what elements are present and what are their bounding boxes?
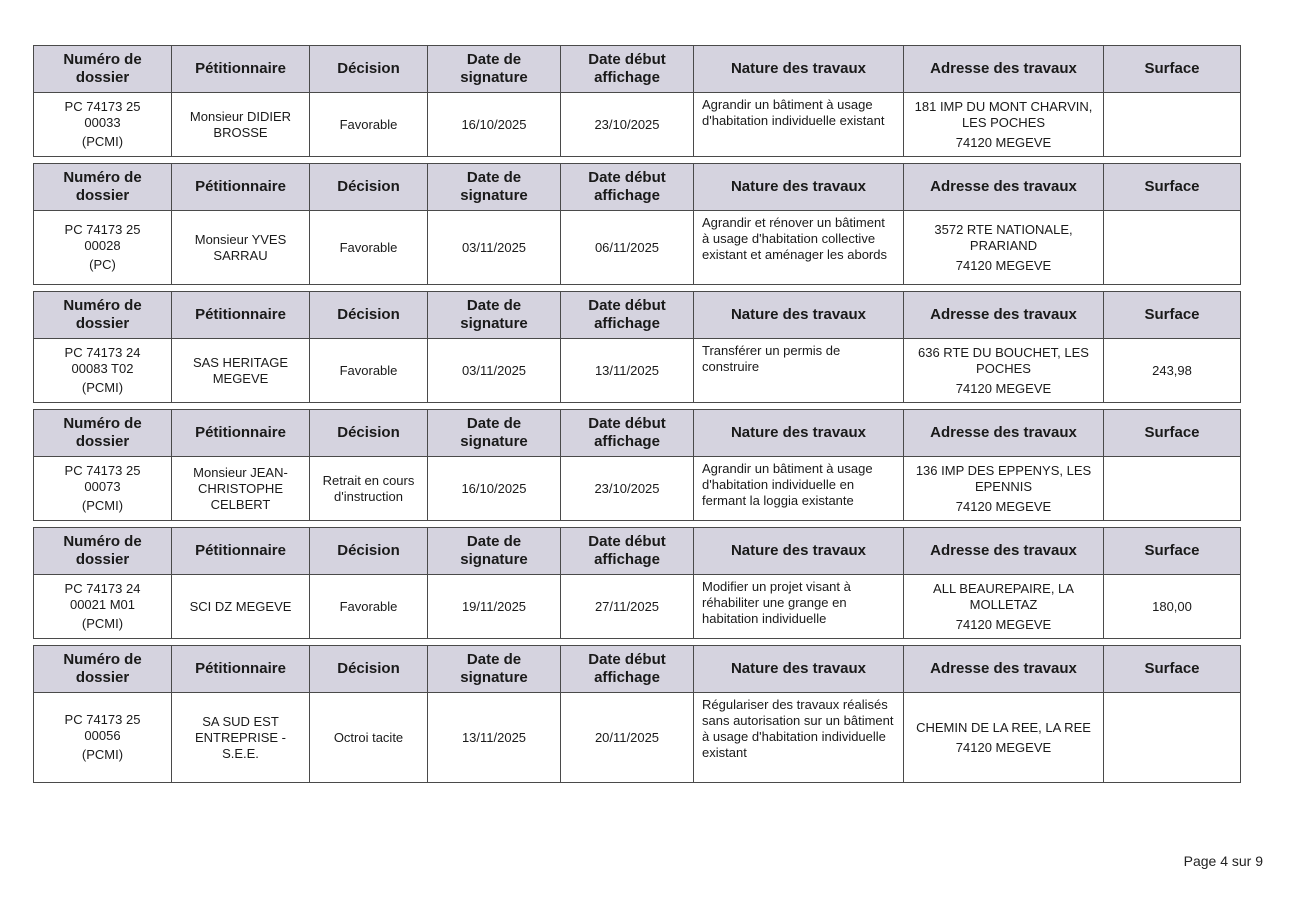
cell-nature: Agrandir un bâtiment à usage d'habitation individuelle en fermant la loggia existante bbox=[694, 457, 904, 521]
cell-decision: Favorable bbox=[310, 339, 428, 403]
header-adresse: Adresse des travaux bbox=[904, 410, 1104, 457]
cell-decision: Favorable bbox=[310, 211, 428, 285]
header-dossier: Numéro de dossier bbox=[34, 46, 172, 93]
header-row bbox=[34, 46, 1241, 93]
cell-nature: Régulariser des travaux réalisés sans autorisation sur un bâtiment à usage d'habitation individuelle existant bbox=[694, 693, 904, 783]
table-row bbox=[34, 339, 1241, 403]
header-row bbox=[34, 646, 1241, 693]
header-row bbox=[34, 164, 1241, 211]
cell-decision: Favorable bbox=[310, 93, 428, 157]
header-petitionnaire: Pétitionnaire bbox=[172, 46, 310, 93]
cell-dossier bbox=[34, 693, 172, 783]
dossier-number: PC 74173 24 bbox=[64, 345, 141, 360]
dossier-type: (PCMI) bbox=[81, 616, 124, 631]
adresse-commune: 74120 MEGEVE bbox=[955, 257, 1052, 273]
record-table bbox=[33, 163, 1241, 285]
cell-petitionnaire: SCI DZ MEGEVE bbox=[172, 575, 310, 639]
cell-adresse bbox=[904, 93, 1104, 157]
header-adresse: Adresse des travaux bbox=[904, 646, 1104, 693]
record-table bbox=[33, 291, 1241, 403]
cell-petitionnaire: SAS HERITAGE MEGEVE bbox=[172, 339, 310, 403]
cell-nature: Modifier un projet visant à réhabiliter une grange en habitation individuelle bbox=[694, 575, 904, 639]
adresse-commune: 74120 MEGEVE bbox=[955, 739, 1052, 755]
dossier-suffix: 00056 bbox=[84, 728, 121, 743]
cell-petitionnaire: SA SUD EST ENTREPRISE - S.E.E. bbox=[172, 693, 310, 783]
record-table bbox=[33, 645, 1241, 783]
header-surface: Surface bbox=[1104, 646, 1241, 693]
record-table bbox=[33, 45, 1241, 157]
header-nature: Nature des travaux bbox=[694, 528, 904, 575]
cell-nature: Agrandir et rénover un bâtiment à usage d'habitation collective existant et aménager les abords bbox=[694, 211, 904, 285]
table-row bbox=[34, 211, 1241, 285]
header-petitionnaire: Pétitionnaire bbox=[172, 164, 310, 211]
header-decision: Décision bbox=[310, 46, 428, 93]
header-surface: Surface bbox=[1104, 164, 1241, 211]
cell-date-affichage: 23/10/2025 bbox=[561, 93, 694, 157]
dossier-type: (PC) bbox=[89, 257, 116, 272]
dossier-suffix: 00021 M01 bbox=[69, 597, 136, 612]
header-date-signature: Date de signature bbox=[428, 164, 561, 211]
header-decision: Décision bbox=[310, 528, 428, 575]
dossier-suffix: 00028 bbox=[84, 238, 121, 253]
header-date-affichage: Date début affichage bbox=[561, 46, 694, 93]
cell-dossier bbox=[34, 457, 172, 521]
adresse-commune: 74120 MEGEVE bbox=[955, 616, 1052, 632]
cell-date-affichage: 23/10/2025 bbox=[561, 457, 694, 521]
table-row bbox=[34, 693, 1241, 783]
adresse-rue: 636 RTE DU BOUCHET, LES POCHES bbox=[918, 344, 1089, 376]
dossier-number: PC 74173 25 bbox=[64, 463, 141, 478]
cell-date-signature: 03/11/2025 bbox=[428, 339, 561, 403]
cell-date-affichage: 20/11/2025 bbox=[561, 693, 694, 783]
cell-date-signature: 03/11/2025 bbox=[428, 211, 561, 285]
record-table bbox=[33, 409, 1241, 521]
header-date-signature: Date de signature bbox=[428, 646, 561, 693]
header-surface: Surface bbox=[1104, 410, 1241, 457]
cell-surface bbox=[1104, 211, 1241, 285]
cell-surface bbox=[1104, 457, 1241, 521]
header-dossier: Numéro de dossier bbox=[34, 164, 172, 211]
cell-surface bbox=[1104, 693, 1241, 783]
dossier-suffix: 00073 bbox=[84, 479, 121, 494]
header-date-affichage: Date début affichage bbox=[561, 528, 694, 575]
header-date-signature: Date de signature bbox=[428, 410, 561, 457]
cell-date-signature: 13/11/2025 bbox=[428, 693, 561, 783]
table-row bbox=[34, 93, 1241, 157]
header-dossier: Numéro de dossier bbox=[34, 646, 172, 693]
header-surface: Surface bbox=[1104, 292, 1241, 339]
cell-date-signature: 19/11/2025 bbox=[428, 575, 561, 639]
cell-petitionnaire: Monsieur DIDIER BROSSE bbox=[172, 93, 310, 157]
header-date-signature: Date de signature bbox=[428, 528, 561, 575]
cell-dossier bbox=[34, 211, 172, 285]
cell-adresse bbox=[904, 457, 1104, 521]
dossier-number: PC 74173 25 bbox=[64, 712, 141, 727]
header-adresse: Adresse des travaux bbox=[904, 164, 1104, 211]
header-petitionnaire: Pétitionnaire bbox=[172, 410, 310, 457]
table-row bbox=[34, 575, 1241, 639]
cell-date-signature: 16/10/2025 bbox=[428, 457, 561, 521]
header-petitionnaire: Pétitionnaire bbox=[172, 528, 310, 575]
header-petitionnaire: Pétitionnaire bbox=[172, 292, 310, 339]
dossier-number: PC 74173 24 bbox=[64, 581, 141, 596]
header-dossier: Numéro de dossier bbox=[34, 410, 172, 457]
cell-petitionnaire: Monsieur YVES SARRAU bbox=[172, 211, 310, 285]
dossier-suffix: 00033 bbox=[84, 115, 121, 130]
cell-adresse bbox=[904, 575, 1104, 639]
dossier-number: PC 74173 25 bbox=[64, 99, 141, 114]
adresse-rue: 181 IMP DU MONT CHARVIN, LES POCHES bbox=[914, 98, 1093, 130]
dossier-suffix: 00083 T02 bbox=[71, 361, 134, 376]
header-nature: Nature des travaux bbox=[694, 646, 904, 693]
cell-nature: Transférer un permis de construire bbox=[694, 339, 904, 403]
header-nature: Nature des travaux bbox=[694, 46, 904, 93]
cell-decision: Octroi tacite bbox=[310, 693, 428, 783]
cell-date-signature: 16/10/2025 bbox=[428, 93, 561, 157]
header-row bbox=[34, 292, 1241, 339]
cell-nature: Agrandir un bâtiment à usage d'habitation individuelle existant bbox=[694, 93, 904, 157]
cell-decision: Favorable bbox=[310, 575, 428, 639]
header-decision: Décision bbox=[310, 164, 428, 211]
header-decision: Décision bbox=[310, 646, 428, 693]
record-table bbox=[33, 527, 1241, 639]
cell-dossier bbox=[34, 93, 172, 157]
cell-date-affichage: 27/11/2025 bbox=[561, 575, 694, 639]
cell-surface bbox=[1104, 93, 1241, 157]
cell-date-affichage: 06/11/2025 bbox=[561, 211, 694, 285]
header-date-signature: Date de signature bbox=[428, 292, 561, 339]
cell-petitionnaire: Monsieur JEAN-CHRISTOPHE CELBERT bbox=[172, 457, 310, 521]
header-nature: Nature des travaux bbox=[694, 164, 904, 211]
header-dossier: Numéro de dossier bbox=[34, 528, 172, 575]
adresse-rue: 3572 RTE NATIONALE, PRARIAND bbox=[934, 221, 1073, 253]
dossier-number: PC 74173 25 bbox=[64, 222, 141, 237]
header-decision: Décision bbox=[310, 292, 428, 339]
header-decision: Décision bbox=[310, 410, 428, 457]
dossier-type: (PCMI) bbox=[81, 380, 124, 395]
header-dossier: Numéro de dossier bbox=[34, 292, 172, 339]
header-row bbox=[34, 528, 1241, 575]
header-adresse: Adresse des travaux bbox=[904, 292, 1104, 339]
header-date-affichage: Date début affichage bbox=[561, 410, 694, 457]
adresse-rue: CHEMIN DE LA REE, LA REE bbox=[916, 719, 1091, 735]
header-nature: Nature des travaux bbox=[694, 410, 904, 457]
header-surface: Surface bbox=[1104, 46, 1241, 93]
adresse-commune: 74120 MEGEVE bbox=[955, 380, 1052, 396]
table-row bbox=[34, 457, 1241, 521]
cell-adresse bbox=[904, 693, 1104, 783]
adresse-rue: 136 IMP DES EPPENYS, LES EPENNIS bbox=[915, 462, 1092, 494]
adresse-commune: 74120 MEGEVE bbox=[955, 498, 1052, 514]
cell-date-affichage: 13/11/2025 bbox=[561, 339, 694, 403]
cell-dossier bbox=[34, 575, 172, 639]
header-row bbox=[34, 410, 1241, 457]
header-petitionnaire: Pétitionnaire bbox=[172, 646, 310, 693]
adresse-rue: ALL BEAUREPAIRE, LA MOLLETAZ bbox=[933, 580, 1074, 612]
cell-decision: Retrait en cours d'instruction bbox=[310, 457, 428, 521]
cell-dossier bbox=[34, 339, 172, 403]
page-number: Page 4 sur 9 bbox=[1183, 853, 1263, 869]
header-adresse: Adresse des travaux bbox=[904, 528, 1104, 575]
cell-surface: 180,00 bbox=[1104, 575, 1241, 639]
header-nature: Nature des travaux bbox=[694, 292, 904, 339]
dossier-type: (PCMI) bbox=[81, 498, 124, 513]
header-date-affichage: Date début affichage bbox=[561, 164, 694, 211]
header-date-signature: Date de signature bbox=[428, 46, 561, 93]
dossier-type: (PCMI) bbox=[81, 134, 124, 149]
adresse-commune: 74120 MEGEVE bbox=[955, 134, 1052, 150]
header-date-affichage: Date début affichage bbox=[561, 292, 694, 339]
header-adresse: Adresse des travaux bbox=[904, 46, 1104, 93]
header-date-affichage: Date début affichage bbox=[561, 646, 694, 693]
cell-surface: 243,98 bbox=[1104, 339, 1241, 403]
cell-adresse bbox=[904, 339, 1104, 403]
permit-records bbox=[33, 45, 1240, 789]
header-surface: Surface bbox=[1104, 528, 1241, 575]
cell-adresse bbox=[904, 211, 1104, 285]
dossier-type: (PCMI) bbox=[81, 747, 124, 762]
